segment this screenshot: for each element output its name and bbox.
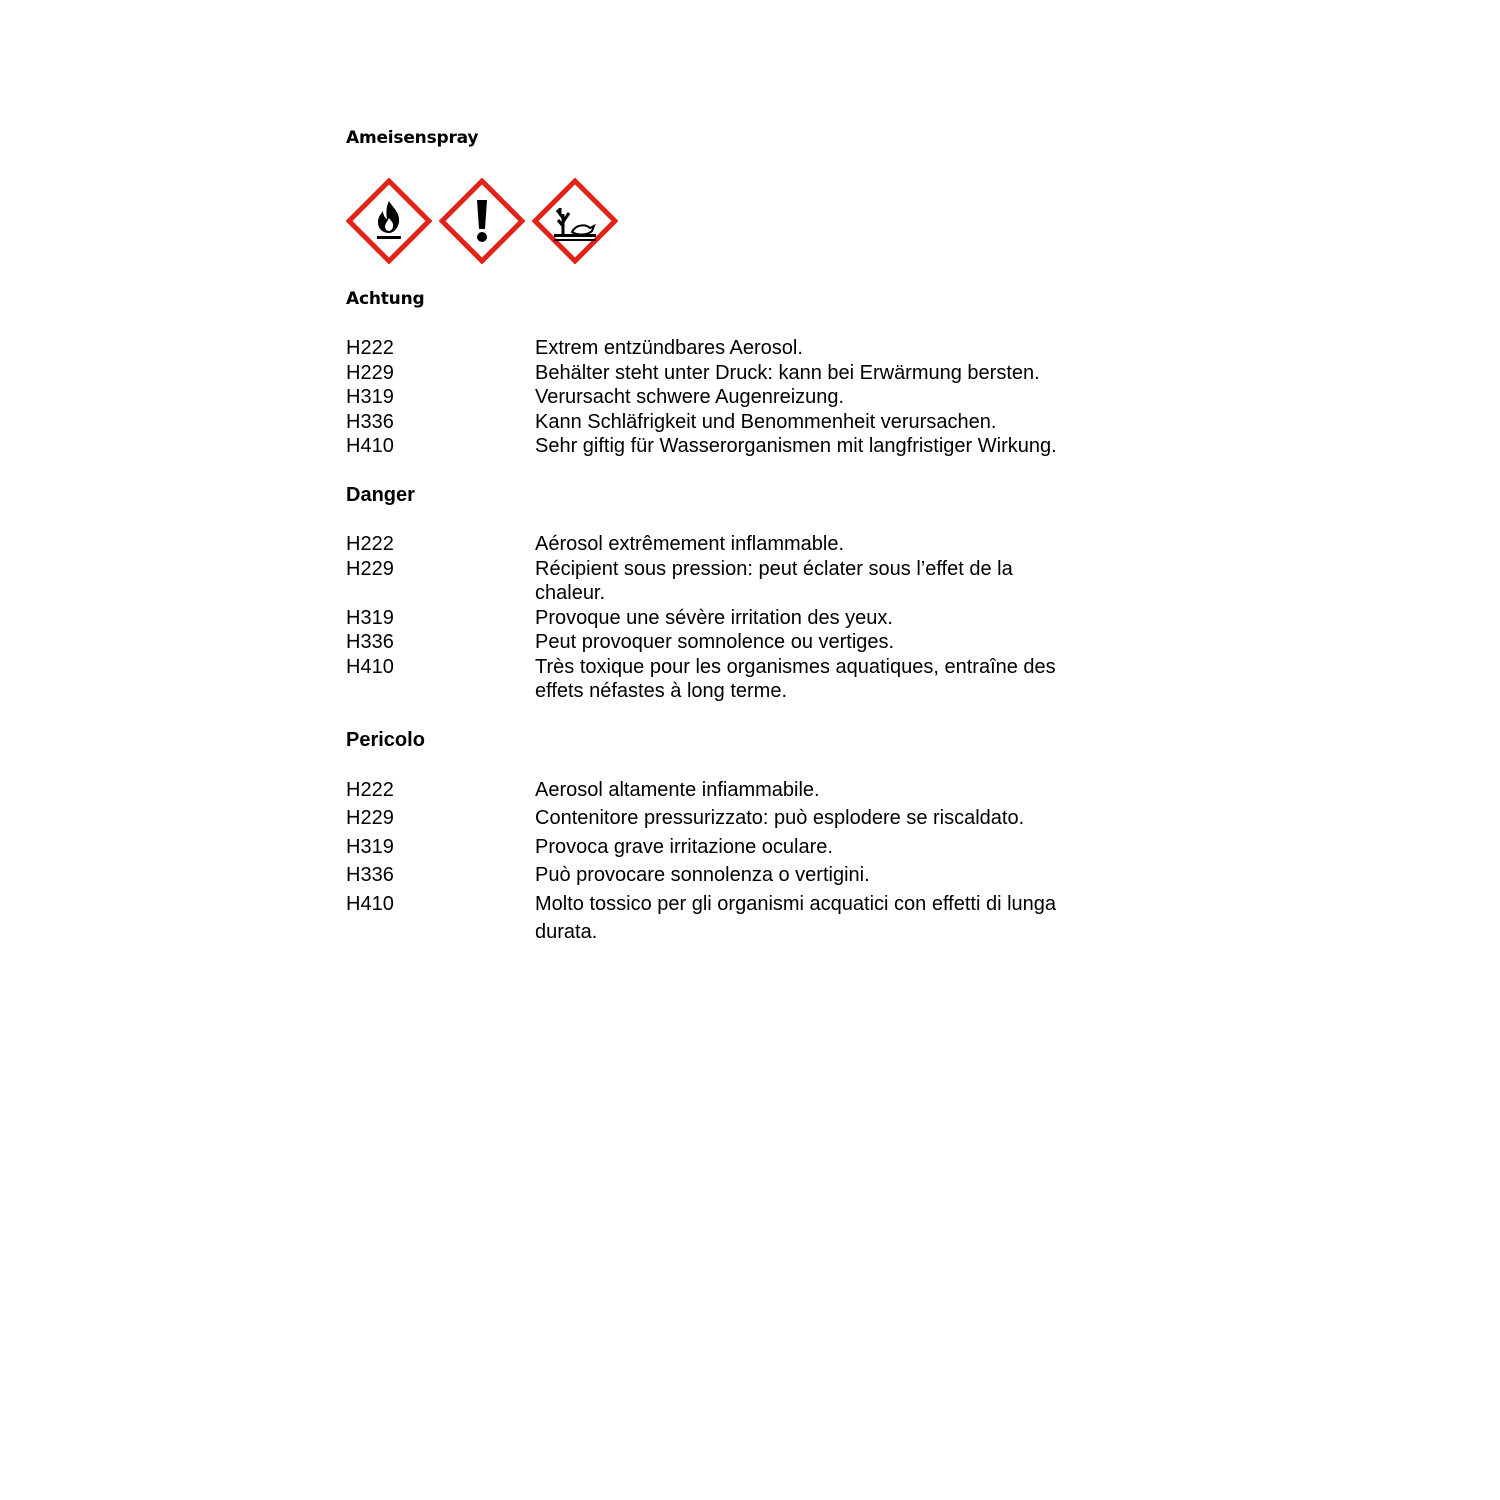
hazard-text: Peut provoquer somnolence ou vertiges. bbox=[535, 631, 895, 653]
environment-icon bbox=[532, 178, 618, 264]
hazard-code: H229 bbox=[346, 557, 394, 580]
hazard-code: H319 bbox=[346, 386, 394, 408]
hazard-code: H222 bbox=[346, 779, 394, 801]
hazard-statement-row bbox=[346, 434, 1146, 459]
hazard-statement-row bbox=[346, 861, 1146, 889]
hazard-text: Sehr giftig für Wasserorganismen mit langfristiger Wirkung. bbox=[535, 435, 1057, 457]
hazard-code: H319 bbox=[346, 606, 394, 629]
hazard-code: H410 bbox=[346, 892, 394, 915]
hazard-statement-row bbox=[346, 385, 1146, 410]
hazard-statement-row bbox=[346, 776, 1146, 804]
hazard-statements-fr bbox=[346, 532, 1146, 704]
hazard-code: H336 bbox=[346, 410, 394, 433]
hazard-code: H336 bbox=[346, 864, 394, 887]
product-title: Ameisenspray bbox=[346, 128, 479, 148]
hazard-text: Aérosol extrêmement inflammable. bbox=[535, 533, 845, 555]
ghs-pictograms bbox=[346, 178, 625, 264]
hazard-statement-row bbox=[346, 336, 1146, 361]
hazard-text: Provoca grave irritazione oculare. bbox=[535, 835, 833, 858]
hazard-code: H410 bbox=[346, 655, 394, 678]
signal-word-it: Pericolo bbox=[346, 729, 425, 751]
hazard-text: Extrem entzündbares Aerosol. bbox=[535, 337, 803, 359]
hazard-statement-row bbox=[346, 606, 1146, 631]
hazard-code: H229 bbox=[346, 807, 394, 830]
hazard-text: Récipient sous pression: peut éclater sous l’effet de la chaleur. bbox=[535, 557, 1013, 604]
hazard-statements-de bbox=[346, 336, 1146, 459]
hazard-code: H336 bbox=[346, 631, 394, 653]
hazard-statement-row bbox=[346, 557, 1146, 606]
hazard-code: H222 bbox=[346, 533, 394, 555]
hazard-text: Kann Schläfrigkeit und Benommenheit verursachen. bbox=[535, 410, 997, 433]
hazard-code: H410 bbox=[346, 435, 394, 457]
hazard-code: H319 bbox=[346, 835, 394, 858]
signal-word-de: Achtung bbox=[346, 289, 425, 309]
hazard-text: Contenitore pressurizzato: può esplodere se riscaldato. bbox=[535, 807, 1025, 830]
hazard-text: Provoque une sévère irritation des yeux. bbox=[535, 606, 893, 629]
hazard-text: Aerosol altamente infiammabile. bbox=[535, 779, 820, 801]
hazard-code: H222 bbox=[346, 337, 394, 359]
hazard-statement-row bbox=[346, 804, 1146, 832]
hazard-code: H229 bbox=[346, 361, 394, 384]
hazard-statement-row bbox=[346, 890, 1146, 947]
hazard-statements-it bbox=[346, 776, 1146, 946]
hazard-statement-row bbox=[346, 361, 1146, 386]
hazard-text: Très toxique pour les organismes aquatiques, entraîne des effets néfastes à long terme. bbox=[535, 655, 1056, 702]
hazard-statement-row bbox=[346, 833, 1146, 861]
signal-word-fr: Danger bbox=[346, 484, 415, 506]
hazard-statement-row bbox=[346, 630, 1146, 655]
hazard-text: Molto tossico per gli organismi acquatici con effetti di lunga durata. bbox=[535, 892, 1057, 944]
flame-icon bbox=[346, 178, 432, 264]
hazard-text: Verursacht schwere Augenreizung. bbox=[535, 386, 845, 408]
exclamation-mark-icon bbox=[439, 178, 525, 264]
hazard-statement-row bbox=[346, 410, 1146, 435]
hazard-statement-row bbox=[346, 655, 1146, 704]
hazard-text: Può provocare sonnolenza o vertigini. bbox=[535, 864, 870, 887]
hazard-text: Behälter steht unter Druck: kann bei Erwärmung bersten. bbox=[535, 361, 1040, 384]
hazard-statement-row bbox=[346, 532, 1146, 557]
